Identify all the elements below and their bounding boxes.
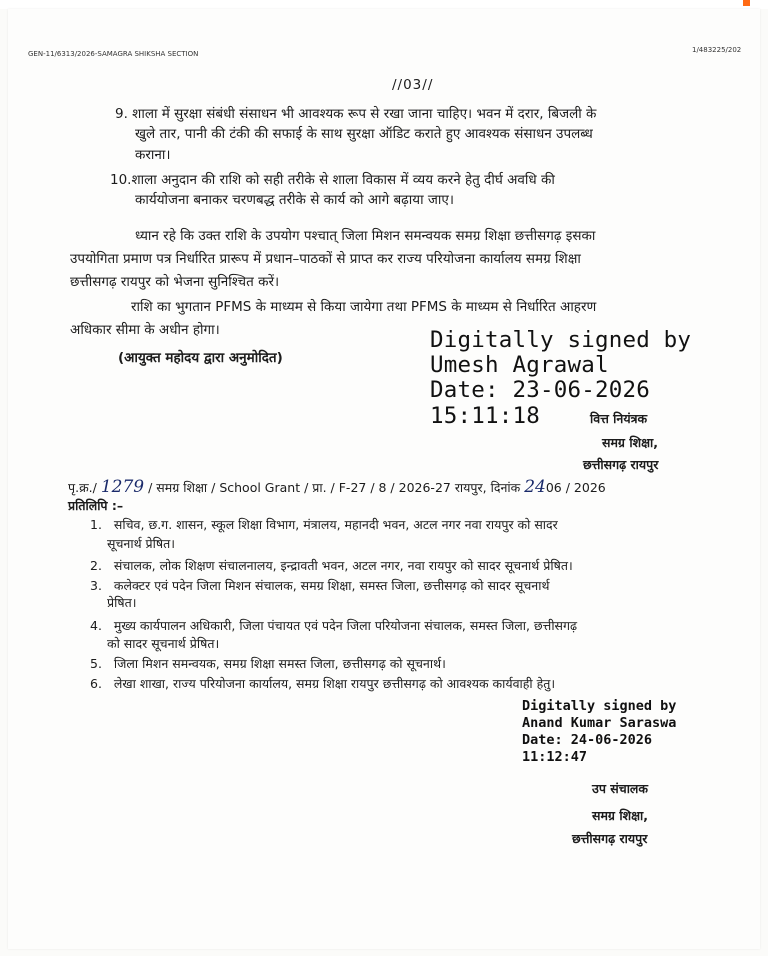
digital-signature-1-line-2: Umesh Agrawal <box>430 352 609 378</box>
reference-number-handwritten: 1279 <box>100 477 145 497</box>
point-10-line-1: 10.शाला अनुदान की राशि को सही तरीके से शाला विकास में व्यय करने हेतु दीर्घ अवधि की <box>110 172 555 188</box>
reference-prefix: पृ.क्र./ <box>68 480 97 495</box>
point-9-line-1: 9. शाला में सुरक्षा संबंधी संसाधन भी आवश्यक रूप से रखा जाना चाहिए। भवन में दरार, बिजली के <box>115 106 597 122</box>
signatory-2-place: छत्तीसगढ़ रायपुर <box>572 831 648 846</box>
copy-item-line-1: लेखा शाखा, राज्य परियोजना कार्यालय, समग्र शिक्षा रायपुर छत्तीसगढ़ को आवश्यक कार्यवाही हेतु। <box>113 676 556 691</box>
document-page <box>8 9 760 949</box>
digital-signature-2-line-3: Date: 24-06-2026 <box>522 732 653 748</box>
copy-item-line-1: संचालक, लोक शिक्षण संचालनालय, इन्द्रावती भवन, अटल नगर, नवा रायपुर को सादर सूचनार्थ प्रेषित। <box>113 558 573 573</box>
signatory-1-designation: वित्त नियंत्रक <box>590 411 648 426</box>
digital-signature-1-line-4: 15:11:18 <box>430 403 540 429</box>
note-para-line-3: छत्तीसगढ़ रायपुर को भेजना सुनिश्चित करें। <box>70 274 280 290</box>
status-mark <box>743 0 750 6</box>
copy-item-number: 4. <box>90 618 102 633</box>
signatory-1-office: समग्र शिक्षा, <box>602 435 659 450</box>
payment-para-line-1: राशि का भुगतान PFMS के माध्यम से किया जायेगा तथा PFMS के माध्यम से निर्धारित आहरण <box>131 299 597 315</box>
copy-item-number: 6. <box>90 676 102 691</box>
copy-item-number: 5. <box>90 656 102 671</box>
copy-item-3-line-2: प्रेषित। <box>107 595 137 610</box>
digital-signature-2-line-1: Digitally signed by <box>522 698 677 714</box>
document-id: 1/483225/202 <box>692 46 742 54</box>
reference-middle: / समग्र शिक्षा / School Grant / प्रा. / F-27 / 8 / 2026-27 रायपुर, दिनांक <box>148 480 521 495</box>
reference-day-handwritten: 24 <box>524 477 546 497</box>
file-reference: GEN-11/6313/2026-SAMAGRA SHIKSHA SECTION <box>28 50 199 58</box>
copy-item-1-line-2: सूचनार्थ प्रेषित। <box>107 536 175 551</box>
approval-note: (आयुक्त महोदय द्वारा अनुमोदित) <box>118 350 283 366</box>
payment-para-line-2: अधिकार सीमा के अधीन होगा। <box>70 322 220 338</box>
point-10-line-2: कार्ययोजना बनाकर चरणबद्ध तरीके से कार्य को आगे बढ़ाया जाए। <box>135 192 454 208</box>
copy-item-4-line-2: को सादर सूचनार्थ प्रेषित। <box>107 636 220 651</box>
copy-item-6 <box>90 674 555 693</box>
digital-signature-1-line-3: Date: 23-06-2026 <box>430 377 650 403</box>
copy-item-number: 2. <box>90 558 102 573</box>
reference-line <box>68 478 606 497</box>
copy-item-5 <box>90 654 446 673</box>
copy-item-line-1: जिला मिशन समन्वयक, समग्र शिक्षा समस्त जिला, छत्तीसगढ़ को सूचनार्थ। <box>113 656 446 671</box>
digital-signature-2-line-2: Anand Kumar Saraswa <box>522 715 677 731</box>
copy-heading: प्रतिलिपि :– <box>68 498 124 513</box>
copy-item-line-1: मुख्य कार्यपालन अधिकारी, जिला पंचायत एवं पदेन जिला परियोजना संचालक, समस्त जिला, छत्तीसगढ़ <box>113 618 578 633</box>
copy-item-line-1: कलेक्टर एवं पदेन जिला मिशन संचालक, समग्र शिक्षा, समस्त जिला, छत्तीसगढ़ को सादर सूचनार्थ <box>113 578 550 593</box>
digital-signature-1-line-1: Digitally signed by <box>430 327 692 353</box>
reference-suffix: 06 / 2026 <box>545 480 606 495</box>
note-para-line-2: उपयोगिता प्रमाण पत्र निर्धारित प्रारूप में प्रधान–पाठकों से प्राप्त कर राज्य परियोजना कार्यालय समग्र शिक्षा <box>70 251 581 267</box>
copy-item-2 <box>90 556 573 575</box>
point-9-line-3: कराना। <box>135 147 171 163</box>
note-para-line-1: ध्यान रहे कि उक्त राशि के उपयोग पश्चात् जिला मिशन समन्वयक समग्र शिक्षा छत्तीसगढ़ इसका <box>135 228 596 244</box>
copy-item-number: 1. <box>90 517 102 532</box>
copy-item-1 <box>90 515 558 534</box>
digital-signature-2-line-4: 11:12:47 <box>522 749 588 765</box>
copy-item-4 <box>90 616 577 635</box>
signatory-1-place: छत्तीसगढ़ रायपुर <box>583 457 659 472</box>
point-9-line-2: खुले तार, पानी की टंकी की सफाई के साथ सुरक्षा ऑडिट कराते हुए आवश्यक संसाधन उपलब्ध <box>135 126 593 142</box>
page-marker: //03// <box>392 77 434 93</box>
copy-item-3 <box>90 576 549 595</box>
copy-item-number: 3. <box>90 578 102 593</box>
signatory-2-office: समग्र शिक्षा, <box>592 808 649 823</box>
signatory-2-designation: उप संचालक <box>592 781 649 796</box>
copy-item-line-1: सचिव, छ.ग. शासन, स्कूल शिक्षा विभाग, मंत्रालय, महानदी भवन, अटल नगर नवा रायपुर को सादर <box>113 517 558 532</box>
top-strip <box>0 0 768 9</box>
